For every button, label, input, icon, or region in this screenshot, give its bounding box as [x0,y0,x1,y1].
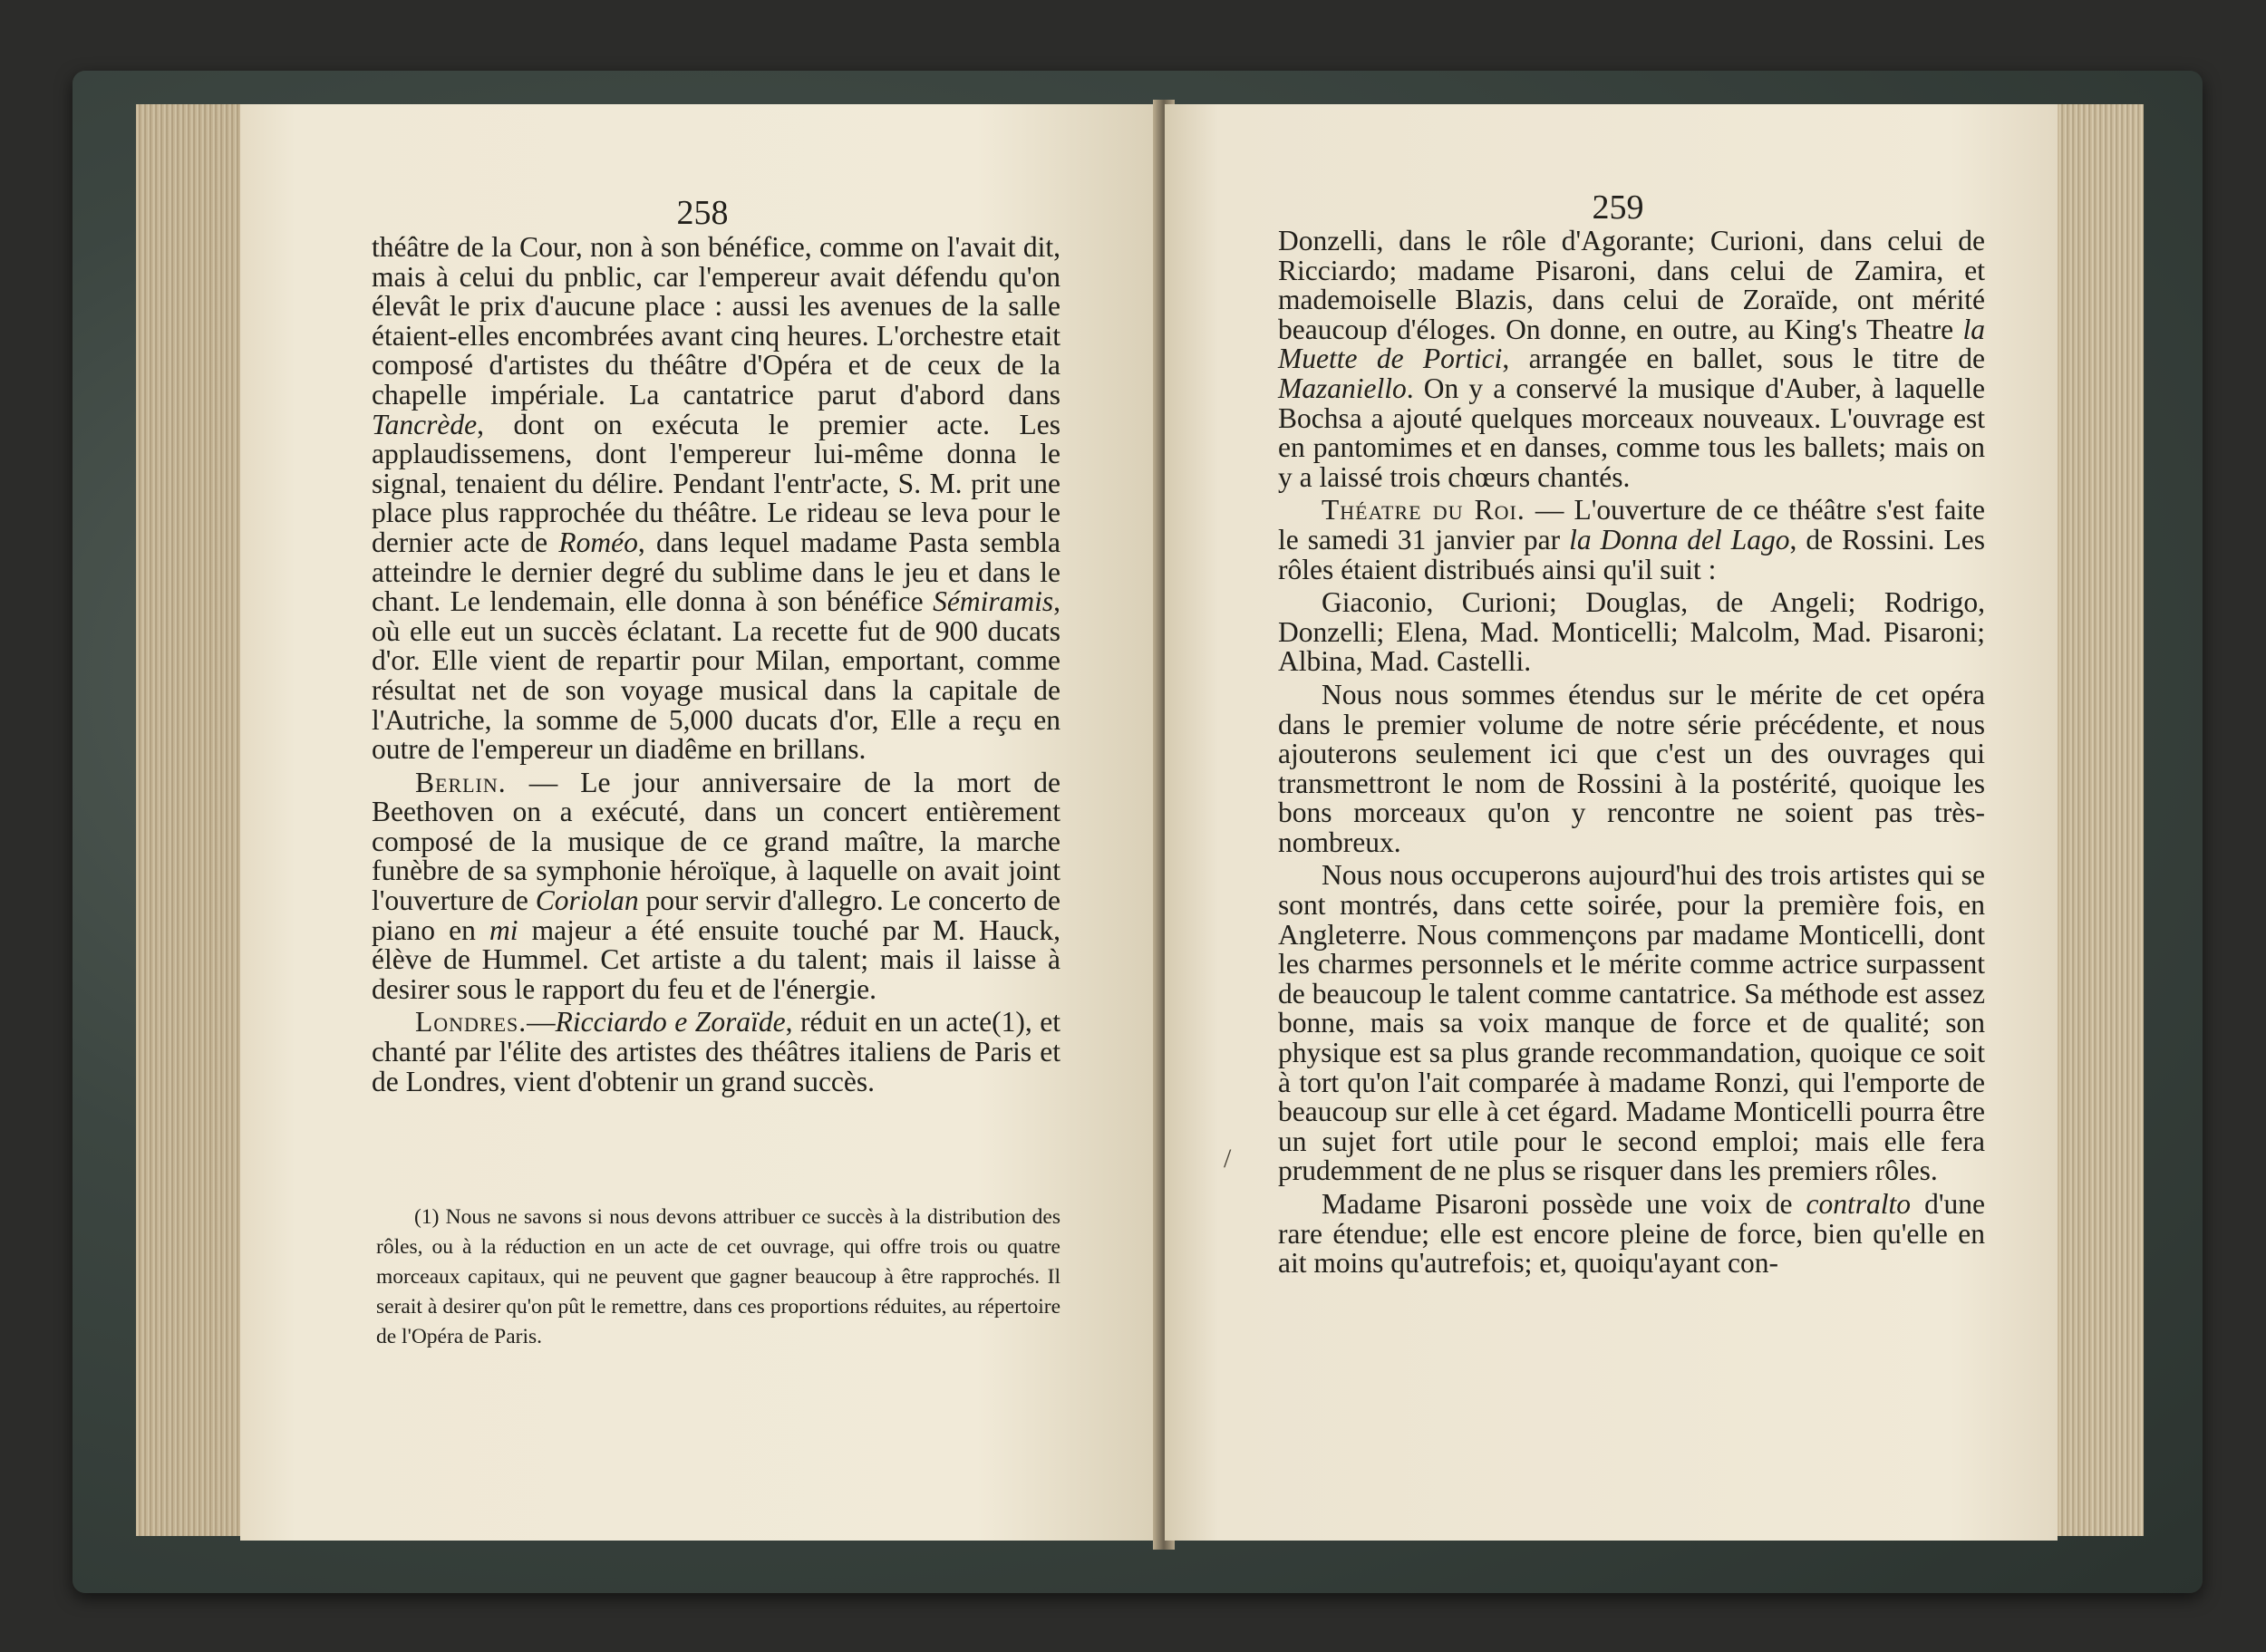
paragraph-rossini: Nous nous sommes étendus sur le mérite de cet opéra dans le premier volume de notre série précédente, et nous ajouterons seulement ici que c'est un des ouvrages qui transmettront le nom de Rossini à la postérité, quoique les bons morceaux qu'on y rencontre ne soient pas très-nombreux. [1278,678,1985,858]
paragraph-pisaroni: Madame Pisaroni possède une voix de contralto d'une rare étendue; elle est encore pleine de force, bien qu'elle en ait moins qu'autrefois; et, quoiqu'ayant con- [1278,1188,1985,1280]
page-number-left: 258 [676,194,729,232]
section-heading-berlin: Berlin. [415,766,507,798]
paragraph-berlin: Berlin. — Le jour anniversaire de la mort de Beethoven on a exécuté, dans un concert entièrement composé de la musique de ce grand maître, la marche funèbre de sa symphonie héroïque, à laquelle on avait joint l'ouverture de Coriolan pour servir d'allegro. Le concerto de piano en mi majeur a été ensuite touché par M. Hauck, élève de Hummel. Cet artiste a du talent; mais il laisse à desirer sous le rapport du feu et de l'énergie. [372,766,1060,1005]
paragraph-cast-ricciardo: Donzelli, dans le rôle d'Agorante; Curioni, dans celui de Ricciardo; madame Pisaroni, dans celui de Zamira, et mademoiselle Blazis, dans celui de Zoraïde, ont mérité beaucoup d'éloges. On donne, en outre, au King's Theatre la Muette de Portici, arrangée en ballet, sous le titre de Mazaniello. On y a conservé la musique d'Auber, à laquelle Bochsa a ajouté quelques morceaux nouveaux. L'ouvrage est en pantomimes et en danses, comme tous les ballets; mais on y a laissé trois chœurs chantés. [1278,225,1985,493]
page-edges-left [136,104,245,1536]
paragraph-theatre-du-roi: Théatre du Roi. — L'ouverture de ce théâtre s'est faite le samedi 31 janvier par la Donna del Lago, de Rossini. Les rôles étaient distribués ainsi qu'il suit : [1278,494,1985,585]
footnote: (1) Nous ne savons si nous devons attribuer ce succès à la distribution des rôles, ou à la réduction en un acte de cet ouvrage, qui offre trois ou quatre morceaux capitaux, qui ne peuvent que gagner beaucoup à être rapprochés. Il serait à desirer qu'on pût le remettre, dans ces proportions réduites, au répertoire de l'Opéra de Paris. [376,1205,1060,1348]
left-page-body [372,233,1060,1097]
paragraph-vienna: théâtre de la Cour, non à son bénéfice, comme on l'avait dit, mais à celui du pnblic, car l'empereur avait défendu qu'on élevât le prix d'aucune place : aussi les avenues de la salle étaient-elles encombrées avant cinq heures. L'orchestre etait composé d'artistes du théâtre d'Opéra et de ceux de la chapelle impériale. La cantatrice parut d'abord dans Tancrède, dont on exécuta le premier acte. Les applaudissemens, dont l'empereur lui-même donna le signal, tenaient du délire. Pendant l'entr'acte, S. M. prit une place plus rapprochée du théâtre. Le rideau se leva pour le dernier acte de Roméo, dans lequel madame Pasta sembla atteindre le dernier degré du sublime dans le jeu et dans le chant. Le lendemain, elle donna à son bénéfice Sémiramis, où elle eut un succès éclatant. La recette fut de 900 ducats d'or. Elle vient de repartir pour Milan, emportant, comme résultat net de son voyage musical dans la capitale de l'Autriche, la somme de 5,000 ducats d'or, Elle a reçu en outre de l'empereur un diadême en brillans. [372,231,1061,766]
page-number-right: 259 [1592,188,1644,227]
cast-list: Giaconio, Curioni; Douglas, de Angeli; Rodrigo, Donzelli; Elena, Mad. Monticelli; Malcolm, Mad. Pisaroni; Albina, Mad. Castelli. [1278,586,1985,678]
right-page-body [1278,227,1985,1279]
left-page [240,104,1160,1541]
section-heading-theatre-du-roi: Théatre du Roi. [1322,494,1525,527]
margin-mark: / [1224,1144,1232,1174]
paragraph-londres: Londres.—Ricciardo e Zoraïde, réduit en un acte(1), et chanté par l'élite des artistes des théâtres italiens de Paris et de Londres, vient d'obtenir un grand succès. [372,1006,1060,1097]
section-heading-londres: Londres. [415,1006,528,1039]
right-page [1165,104,2058,1541]
paragraph-monticelli: Nous nous occuperons aujourd'hui des trois artistes qui se sont montrés, dans cette soirée, pour la première fois, en Angleterre. Nous commençons par madame Monticelli, dont les charmes personnels et le mérite comme actrice surpassent de beaucoup le talent comme cantatrice. Sa méthode est assez bonne, mais sa voix manque de force et de qualité; son physique est sa plus grande recommandation, quoique ce soit à tort qu'on l'ait comparée à madame Ronzi, qui l'emporte de beaucoup sur elle à cet égard. Madame Monticelli pourra être un sujet fort utile pour le second emploi; mais elle fera prudemment de ne plus se risquer dans les premiers rôles. [1278,859,1985,1187]
page-edges-right [2053,104,2144,1536]
